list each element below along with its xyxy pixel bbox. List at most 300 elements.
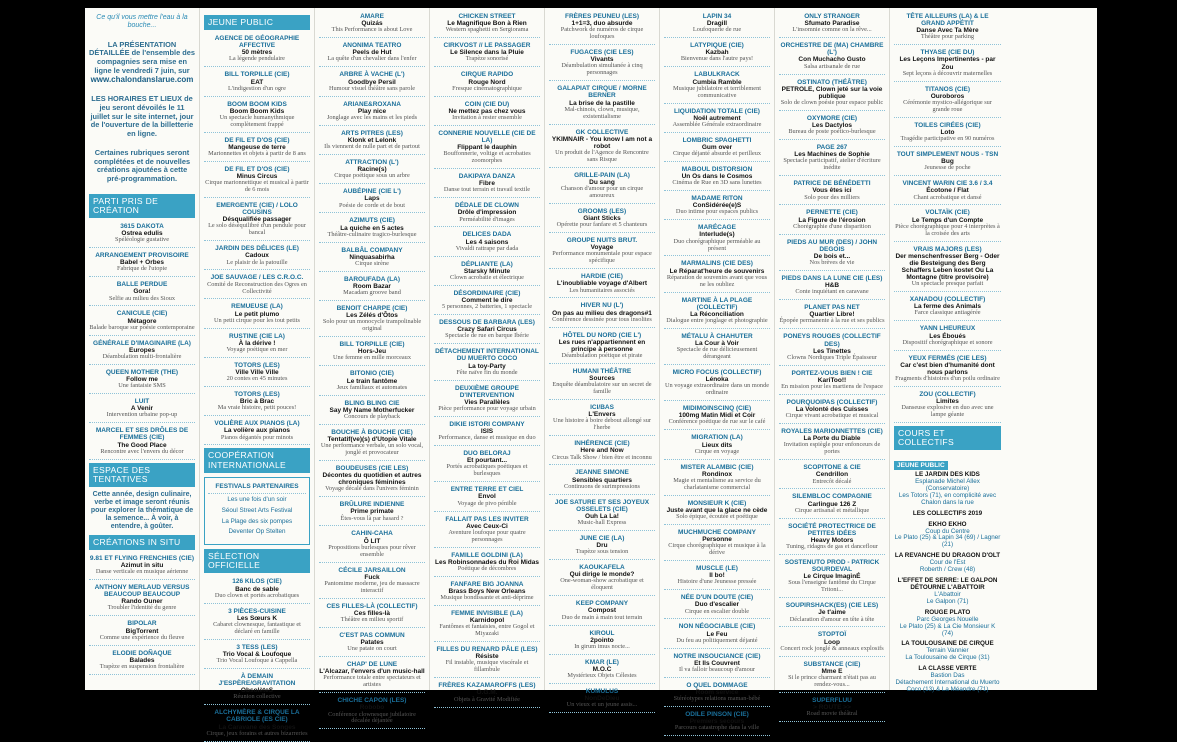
company-name: EMERGENTE (CIE) / LOLO COUSINS [216,202,298,217]
column-8 [890,8,1005,693]
company-name: AZIMUTS (CIE) [349,217,395,225]
show-title: Les Dactylos [811,122,853,130]
company-name: MARTINE À LA PLAGE (COLLECTIF) [681,296,753,311]
company-name: GÉNÉRALE D'IMAGINAIRE (LA) [93,339,191,347]
company-name: SILEMBLOC COMPAGNIE [792,493,872,501]
show-title: De bois et... [813,252,851,260]
company-name: JARDIN DES DÉLICES (LE) [215,245,299,253]
festival-item: Séoul Street Arts Festival [221,506,293,514]
show-title: Ouroboros [930,92,965,100]
programme-entry [89,309,195,335]
cours-title: LA REVANCHE DU DRAGON D'OLT [894,552,1001,560]
intro-tagline: Ce qu'il vous mettre l'eau à la bouche... [96,14,188,30]
programme-entry [434,384,540,417]
programme-entry [894,354,1001,387]
company-name: BILL TORPILLE (CIE) [224,71,290,79]
company-name: VOLIÈRE AUX PIANOS (LA) [214,420,300,428]
company-name: FUGACES (CIE LES) [570,49,634,57]
company-name: BOOM BOOM KIDS [227,100,287,108]
show-title: Gum over [701,143,733,151]
show-title: Le Réparat'heure de souvenirs [669,267,765,275]
show-description: Perméabilité d'images [459,215,515,223]
cours-item [894,641,1001,662]
company-name: BITONIO (CIE) [350,370,394,378]
show-title: Voyage [590,244,614,252]
show-description: Déambulation multi-frontalière [102,352,182,360]
show-title: 50 mètres [241,49,273,57]
programme-entry [894,245,1001,293]
programme-entry [434,515,540,548]
programme-entry [204,34,310,67]
programme-entry [204,607,310,640]
company-name: 126 KILOS (CIE) [232,578,282,586]
show-description: Pièce chorégraphique pour 4 interprètes à la croisée des arts [895,222,1000,237]
company-name: ODILE PINSON (CIE) [685,711,749,719]
show-description: Cirque sirène [355,259,389,267]
programme-entry [894,295,1001,321]
cours-title: L'EFFET DE SERRE: LE GALPON DÉTOURNE L'ABATTOIR [897,577,998,591]
programme-entry [664,499,770,525]
company-name: ARTS PITRES (LES) [341,129,403,137]
company-name: O QUEL DOMMAGE [686,681,748,689]
programme-entry [779,492,885,518]
show-title: 1+1=3, duo absurde [571,20,633,28]
show-title: Les Zélés d'Ôtos [346,312,398,320]
company-name: LUIT [134,398,150,406]
show-description: Trapèze sonorisé [465,55,509,63]
programme-entry [204,100,310,133]
festivals-box [204,477,310,546]
programme-entry [664,622,770,648]
programme-entry [89,397,195,423]
show-title: Flippant le dauphin [457,144,517,152]
company-name: MADAME RITON [691,195,743,203]
show-title: O.G.M. [476,689,498,697]
programme-entry [319,187,425,213]
company-name: CONNERIE NOUVELLE (CIE DE LA) [438,129,536,144]
programme-entry [434,318,540,344]
show-description: Pianos dégantés pour minots [220,433,294,441]
show-description: Performance totale entre spectateurs et artistes [323,674,421,689]
company-name: BALLE PERDUE [116,281,168,289]
company-name: FEMME INVISIBLE (LA) [451,610,523,618]
show-description: Concours de playback [344,412,400,420]
programme-entry [319,428,425,461]
show-description: Mystérieux Objets Célestes [567,672,637,679]
show-title: Danse Avec Ta Mère [916,27,979,35]
programme-entry [779,208,885,234]
show-description: Déambulation poétique et pirate [561,352,643,360]
company-name: MÉTALU À CHAHUTER [681,332,753,340]
show-description: Un voyage extraordinaire dans un monde ordinaire [664,382,770,397]
show-title: Balades [129,656,155,664]
programme-entry [779,274,885,300]
column-3 [315,8,430,725]
company-name: PORTEZ-VOUS BIEN ! CIE [791,369,873,377]
show-description: Poésie de corde et de bout [339,201,405,209]
programme-entry [89,583,195,616]
show-title: Ninquasabirha [349,253,395,261]
company-name: TOTORS (LES) [234,361,280,369]
show-description: Assemblée Générale extraordinaire [672,120,762,128]
show-description: Circus Talk Show / bien être et inconnu [552,453,652,461]
programme-entry [204,390,310,416]
company-name: FAMILLE GOLDINI (LA) [451,551,523,559]
company-name: FILLES DU RENARD PÂLE (LES) [436,646,538,654]
show-description: Farce classique antiagérée [914,309,981,317]
show-title: La brise de la pastille [569,99,635,107]
show-description: Propositions burlesques pour rêver ensemble [328,543,416,558]
programme-entry [89,222,195,248]
company-name: MARÉCAGE [698,224,736,232]
show-title: The Good Place [117,441,167,449]
programme-entry [894,150,1001,176]
show-description: Trio Vocal Loufoque à Cappella [216,656,298,664]
programme-entry [664,652,770,678]
company-name: MUCHMUCHE COMPANY [678,528,756,536]
show-title: Quizás [361,20,383,28]
show-description: Cirque marionnettique et musical à partir de 6 mois [205,179,309,194]
cours-item [894,472,1001,507]
show-description: Clown acrobatie et électrique [450,273,524,281]
show-title: H&B [824,282,840,290]
programme-entry [434,70,540,96]
show-title: Con Muchacho Gusto [798,56,866,64]
cours-place: Parc Georges Nouelle [916,615,979,623]
programme-entry [434,201,540,227]
programme-entry [779,522,885,555]
company-name: GK COLLECTIVE [575,128,629,136]
column-7 [775,8,890,718]
company-name: POURQUOIPAS (COLLECTIF) [786,398,878,406]
company-name: CÉCILE JARSAILLON [338,566,406,574]
company-name: ANONIMA TEATRO [342,42,402,50]
show-description: Duo intime pour espaces publics [675,208,759,216]
show-title: Racine(s) [357,166,387,174]
show-title: Décontes du quotidien et autres chroniques féminines [322,472,422,487]
cours-place: L'Abattoir [934,590,961,598]
show-description: Un spectacle humanythmique complètement frappé [219,113,295,128]
show-title: Dragill [706,20,728,28]
show-description: Nos brèves de vie [809,259,855,267]
company-name: JUNE CIE (LA) [579,534,625,542]
show-description: Vivaldi rattrape par dada [455,244,519,252]
show-description: Cirque en voyage [694,447,740,455]
show-title: Écotone / Flat [926,187,969,195]
show-description: Le plaisir de la patouille [226,258,288,266]
programme-entry [319,602,425,628]
show-description: Macadam groove band [343,289,401,297]
show-title: Noël autrement [693,114,741,122]
programme-entry [664,710,770,736]
show-title: Il bo! [709,572,725,580]
company-name: ENTRE TERRE ET CIEL [450,486,524,494]
show-title: Ostrea edulis [121,229,163,237]
festival-item: Deventer Op Stelten [228,528,286,536]
show-description: Trapèze en suspension frontalière [99,662,185,670]
company-name: HÔTEL DU NORD (CIE L') [562,331,642,339]
cours-place: Coup du Centre [925,527,970,535]
show-description: Portés acrobatiques poétiques et burlesques [446,463,528,478]
show-title: Rouge Nord [468,78,506,86]
company-name: AMARE [360,13,384,20]
company-name: HUMANI THÉÂTRE [572,367,632,375]
show-title: ObsolèteS [240,687,274,695]
show-description: Trapèze sous tension [575,548,629,556]
show-title: Brass Boys New Orleans [448,587,526,595]
company-name: 3 TESS (LES) [236,643,278,651]
cours-detail: Les Totors (71), en complicité avec Chalon dans la rue [898,491,997,506]
company-name: BLING BLING CIE [344,399,400,407]
show-description: Stéréotypes relations maman-bébé [673,695,761,703]
programme-entry [319,369,425,395]
show-description: Un produit de l'Agence de Rencontre sans Risque [555,148,649,163]
show-title: Loop [824,638,840,646]
column-2 [200,8,315,737]
programme-entry [319,399,425,425]
programme-entry [204,643,310,669]
company-name: FANFARE BIG JOANNA [450,580,524,588]
show-title: On pas au milieu des dragons#1 [552,309,652,317]
programme-entry [779,558,885,598]
show-title: Ouh La La! [585,512,619,520]
programme-entry [319,340,425,366]
programme-entry [319,158,425,184]
show-description: Poétique de décombres [457,564,517,572]
show-title: Vies Parallèles [464,398,510,406]
show-title: Hors-Jeu [357,348,387,356]
show-description: Solo pour des milliers [804,193,860,201]
programme-entry [664,404,770,430]
company-name: DÉDALE DE CLOWN [455,202,519,210]
programme-entry [664,223,770,256]
show-description: Danseuse explosive en duo avec une lampe géante [901,404,994,419]
company-name: ANTHONY MERLAUD VERSUS BEAUCOUP BEAUCOUP [94,584,190,599]
cours-detail: La Toulousaine de Cirque (31) [905,654,990,662]
show-title: Personne [702,536,732,544]
show-description: Continuons de surimpressions [564,482,640,490]
company-name: DÉPLIANTE (LA) [461,260,513,268]
show-title: Comment le dire [461,297,513,305]
show-title: Laps [364,195,380,203]
show-title: Babel + Orbes [120,259,164,267]
show-title: Rondinox [702,470,732,478]
company-name: ARRANGEMENT PROVISOIRE [95,252,189,260]
show-description: Pantomime moderne, jeu de massacre interactif [324,579,420,594]
programme-entry [204,201,310,241]
programme-entry [204,165,310,198]
festivals-title: FESTIVALS PARTENAIRES [208,482,306,494]
programme-entry [319,41,425,67]
programme-entry [434,420,540,446]
show-description: Danse tout terrain et travail textile [443,186,531,194]
show-description: Chorégraphie d'une disparition [793,222,871,230]
show-title: Lieux dits [701,441,733,449]
show-description: Opérette pour fanfare et 5 chanteurs [556,221,648,229]
show-title: Le Temps d'un Compte [911,216,984,224]
show-title: Ô LIT [363,537,381,545]
programme-entry [664,463,770,496]
company-name: BALBÂL COMPANY [341,246,403,254]
show-title: L'Envers [588,411,616,419]
show-title: Prime primate [350,508,394,516]
company-name: LOMBRIC SPAGHETTI [682,136,752,144]
show-title: KariToo!! [817,376,847,384]
company-name: STOPTOÏ [817,631,847,639]
show-description: In girum imus nocte... [574,642,630,650]
cours-item [894,578,1001,606]
show-description: Rencontre avec l'envers du décor [100,447,184,455]
programme-entry [779,696,885,722]
show-title: Here and Now [580,447,624,455]
programme-entry [434,289,540,315]
show-title: Minus Circus [236,173,278,181]
cours-place: Terrain Vannier [926,647,969,655]
company-name: NÉE D'UN DOUTE (CIE) [680,594,754,602]
show-title: Drôle d'impression [457,209,517,217]
show-description: Il va falloir beaucoup d'amour [679,665,755,673]
show-title: Résiste [475,653,499,661]
company-name: 9.81 ET FLYING FRENCHIES (CIE) [89,554,195,562]
programme-entry [319,660,425,693]
site-link[interactable]: www.chalondanslarue.com [90,75,194,85]
show-description: Cérémonie mystico-allégorique sur grande roue [903,98,992,113]
programme-entry [894,85,1001,118]
programme-entry [664,368,770,401]
cours-detail: Le Plato (25) & Lapin 34 (69) / Lagner (21) [894,534,1001,549]
show-description: Loufoquerie de rue [692,26,742,34]
show-description: Cirque vivant acrobatique et musical [785,412,879,420]
programme-entry [319,216,425,242]
show-title: La Réconciliation [690,310,744,318]
company-name: JOE SAUVAGE / LES C.R.O.C. [210,274,304,282]
jeune-public-subheader: JEUNE PUBLIC [894,461,948,470]
show-title: Le train fantôme [346,377,398,385]
show-title: Car c'est bien d'humanité dont nous parlons [900,361,995,376]
cours-title: LES COLLECTIFS 2019 [912,509,983,517]
show-description: Sept leçons à découvrir maternelles [902,69,993,77]
cours-place: Bastion Das [930,672,965,680]
company-name: DAKIPAYA DANZA [458,173,516,181]
programme-entry [779,303,885,329]
show-description: Histoire d'une Jeunesse pressée [677,578,757,586]
show-title: Vivants [590,56,614,64]
show-title: La volière aux pianos [223,427,291,435]
programme-entry [894,48,1001,81]
show-description: Ils viennent de nulle part et de partout [324,143,420,151]
show-title: La Figure de l'érosion [798,216,866,224]
company-name: XANADOU (COLLECTIF) [909,296,986,304]
section-parti-pris: PARTI PRIS DE CRÉATION [89,194,195,218]
cours-list [894,522,1001,694]
company-name: THYASE (CIE DU) [920,49,975,57]
company-name: C'EST PAS COMMUN [339,631,405,639]
company-name: BIPOLAR [127,620,157,628]
cours-item [894,553,1001,574]
show-title: Les Machines de Sophie [794,151,870,159]
show-description: Duo de main à main tout terrain [561,613,643,621]
show-description: Une fantaisie SMS [118,382,166,390]
show-title: Peels de Hut [352,49,392,57]
company-name: KMAR (LE) [585,658,619,666]
show-title: Carlingue 126 Z [807,500,857,508]
company-name: MICRO FOCUS (COLLECTIF) [672,369,762,377]
show-title: Robobo [359,704,385,712]
company-name: FRÈRES PEUNEU (LES) [564,13,640,20]
programme-entry [664,296,770,329]
cours-title: LA TOULOUSAINE DE CIRQUE [901,640,994,648]
programme-entry [204,70,310,96]
company-name: GALAPIAT CIRQUE / MORNE BERNER [557,85,647,100]
festivals-list [208,497,306,537]
show-description: Salsa artisanale de rue [803,62,861,70]
cours-item [894,511,1001,518]
company-name: MARMALINS (CIE DES) [681,260,753,268]
show-description: Théâtre en milieu sportif [340,615,404,623]
programme-entry [779,369,885,395]
programme-entry [319,275,425,301]
programme-entry [549,48,655,81]
column-8-list [894,12,1001,423]
show-description: Dispositif chorégraphique et sonore [902,338,993,346]
show-description: Parcours catastrophe dans la ville [674,724,760,732]
show-description: Mal-chinois, clown, musique, existentialisme [564,105,640,120]
programme-entry [434,100,540,126]
show-description: Bureau de poste poético-burlesque [788,128,876,136]
company-name: SUBSTANCE (CIE) [803,660,861,668]
company-name: ONLY STRANGER [804,13,860,20]
intro-rubriques: Certaines rubriques seront complétées et de nouvelles créations ajoutées à cette pré-programmation. [93,147,191,184]
company-name: MIDIMOINSCINQ (CIE) [682,405,752,413]
programme-entry [549,207,655,233]
show-title: La ferme des Animals [914,303,981,311]
column-5 [545,8,660,709]
show-title: Cendrillon [815,471,849,479]
company-name: MABOUL DISTORSION [681,165,753,173]
show-description: Magie et mentalisme au service du charlatanisme commercial [673,476,761,491]
show-title: Dru [596,542,608,550]
show-title: Fibre [479,180,495,188]
programme-entry [89,339,195,365]
show-title: Le Cirque ImaginÉ [803,573,861,581]
programme-entry [549,272,655,298]
show-description: Fabrique de l'utopie [116,265,168,273]
programme-entry [434,609,540,642]
show-description: Dialogue entre jonglage et photographie [666,317,768,325]
show-description: Une patate on court [347,645,397,653]
programme-entry [319,500,425,526]
company-name: TÊTE AILLEURS (LA) & LE GRAND APPÉTIT [906,13,989,28]
programme-entry [434,347,540,380]
company-name: PAGE 267 [816,144,848,152]
company-name: KIROUL [589,629,615,637]
programme-entry [89,251,195,277]
show-title: La Volonté des Cuisses [795,406,869,414]
programme-entry [779,630,885,656]
show-description: Invitation à rester ensemble [452,113,522,121]
show-description: En mission pour les martiens de l'espace [781,383,883,390]
show-description: Music-hall Express [577,519,627,527]
programme-entry [319,100,425,126]
company-name: TITANOS (CIE) [924,85,970,93]
show-description: Duo clown et portés acrobatiques [214,591,300,599]
company-name: ALCHYMÈRE & CIRQUE LA CABRIOLE (ES CIE) [214,709,300,724]
programme-entry [664,70,770,103]
company-name: PATRICE DE BÉNÉDETTI [793,180,871,188]
show-description: Invitation espiègle pour enfonceurs de portes [783,441,881,456]
company-name: BILL TORPILLE (CIE) [339,341,405,349]
programme-entry [549,84,655,124]
